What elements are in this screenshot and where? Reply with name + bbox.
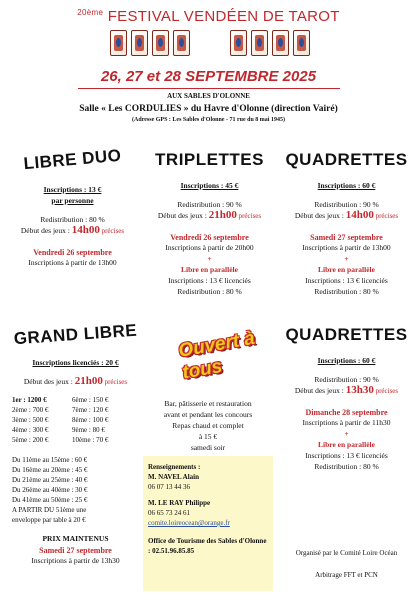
triplettes-libre-inscr: Inscriptions : 13 € licenciés bbox=[168, 276, 251, 285]
prize-row: 4ème : 300 € 9ème : 80 € bbox=[12, 426, 105, 434]
festival-title: $^{20ème}$ FESTIVAL VENDÉEN DE TAROT bbox=[77, 8, 340, 25]
triplettes-debut: Début des jeux : 21h00 précises bbox=[157, 209, 262, 221]
footer-arbitrage: Arbitrage FFT et PCN bbox=[315, 571, 378, 579]
quadrettes-sun-libre: Libre en parallèle bbox=[318, 440, 375, 449]
grand-libre-prix: PRIX MAINTENUS bbox=[42, 534, 109, 543]
quadrettes-sun-section bbox=[279, 325, 414, 472]
quadrettes-sat-libre-redis: Redistribution : 80 % bbox=[314, 287, 379, 296]
quadrettes-sun-inscriptions: Inscriptions : 60 € bbox=[317, 356, 376, 365]
contact2-name: M. LE RAY Philippe bbox=[148, 499, 211, 507]
libre-duo-section bbox=[5, 145, 140, 268]
triplettes-redistribution: Redistribution : 90 % bbox=[177, 200, 242, 209]
info-title: Renseignements : bbox=[148, 463, 201, 471]
grand-libre-prizes bbox=[8, 395, 143, 445]
quadrettes-sun-inscr-from: Inscriptions à partir de 11h30 bbox=[302, 418, 391, 427]
range-item: Du 16ème au 20ème : 45 € bbox=[12, 466, 88, 474]
libre-duo-title: LIBRE DUO bbox=[22, 145, 123, 174]
ouvert-section bbox=[143, 398, 273, 453]
libre-duo-redistribution: Redistribution : 80 % bbox=[40, 215, 105, 224]
grand-libre-inscriptions: Inscriptions licenciés : 20 € bbox=[32, 358, 119, 367]
grand-libre-envelope: enveloppe par table à 20 € bbox=[12, 516, 86, 524]
triplettes-day: Vendredi 26 septembre bbox=[170, 233, 249, 242]
cards-right-icon bbox=[230, 30, 310, 62]
grand-libre-section bbox=[8, 320, 143, 566]
range-item: Du 41ème au 50ème : 25 € bbox=[12, 496, 88, 504]
prize-row: 5ème : 200 € 10ème : 70 € bbox=[12, 436, 109, 444]
ouvert-samedi: samedi soir bbox=[190, 443, 226, 452]
triplettes-libre: Libre en parallèle bbox=[181, 265, 238, 274]
cards-left-icon bbox=[110, 30, 190, 62]
libre-duo-par-personne: par personne bbox=[51, 196, 94, 205]
ouvert-repas: Repas chaud et complet bbox=[172, 421, 244, 430]
gps-address: (Adresse GPS : Les Sables d'Olonne - 71 rue du 8 mai 1945) bbox=[132, 117, 285, 123]
grand-libre-debut: Début des jeux : 21h00 précises bbox=[23, 375, 128, 387]
range-item: Du 21ème au 25ème : 40 € bbox=[12, 476, 88, 484]
grand-libre-day: Samedi 27 septembre bbox=[39, 546, 112, 555]
info-box bbox=[143, 456, 273, 591]
contact1-name: M. NAVEL Alain bbox=[148, 473, 200, 481]
quadrettes-sat-inscriptions: Inscriptions : 60 € bbox=[317, 181, 376, 190]
triplettes-inscriptions: Inscriptions : 45 € bbox=[180, 181, 239, 190]
quadrettes-sat-debut: Début des jeux : 14h00 précises bbox=[294, 209, 399, 221]
quadrettes-sat-section bbox=[279, 150, 414, 297]
quadrettes-sat-day: Samedi 27 septembre bbox=[310, 233, 383, 242]
grand-libre-inscr-from: Inscriptions à partir de 13h30 bbox=[31, 556, 120, 565]
quadrettes-sun-debut: Début des jeux : 13h30 précises bbox=[294, 384, 399, 396]
triplettes-libre-redis: Redistribution : 80 % bbox=[177, 287, 242, 296]
festival-dates: 26, 27 et 28 SEPTEMBRE 2025 bbox=[100, 68, 317, 85]
office-tourisme: Office de Tourisme des Sables d'Olonne : 02.51.96.85.85 bbox=[148, 537, 267, 555]
quadrettes-sun-day: Dimanche 28 septembre bbox=[305, 408, 388, 417]
footer-organise: Organisé par le Comité Loire Océan bbox=[295, 549, 398, 557]
contact2-phone: 06 65 73 24 61 bbox=[148, 509, 190, 517]
quadrettes-sat-inscr-from: Inscriptions à partir de 13h00 bbox=[302, 243, 391, 252]
libre-duo-inscr-from: Inscriptions à partir de 13h00 bbox=[28, 258, 117, 267]
triplettes-title: TRIPLETTES bbox=[155, 150, 264, 169]
triplettes-section bbox=[142, 150, 277, 297]
ouvert-a-tous-stamp bbox=[176, 323, 273, 388]
triplettes-plus: + bbox=[207, 254, 212, 263]
quadrettes-sat-libre: Libre en parallèle bbox=[318, 265, 375, 274]
festival-venue: Salle « Les CORDULIES » du Havre d'Olonne (direction Vairé) bbox=[79, 104, 338, 114]
prize-row: 1er : 1200 € 6ème : 150 € bbox=[12, 396, 109, 404]
quadrettes-sun-title: QUADRETTES bbox=[285, 325, 408, 344]
prize-row: 2ème : 700 € 7ème : 120 € bbox=[12, 406, 109, 414]
range-item: Du 26ème au 40ème : 30 € bbox=[12, 486, 88, 494]
quadrettes-sun-libre-inscr: Inscriptions : 13 € licenciés bbox=[305, 451, 388, 460]
grand-libre-ranges bbox=[8, 455, 143, 525]
ouvert-a-tous-text: Ouvert à tous bbox=[176, 327, 257, 384]
festival-location: AUX SABLES D'OLONNE bbox=[167, 92, 250, 100]
grand-libre-after: A PARTIR DU 51ème une bbox=[12, 506, 87, 514]
quadrettes-sat-plus: + bbox=[344, 254, 349, 263]
triplettes-inscr-from: Inscriptions à partir de 20h00 bbox=[165, 243, 254, 252]
libre-duo-inscriptions: Inscriptions : 13 € bbox=[43, 185, 102, 194]
quadrettes-sun-plus: + bbox=[344, 429, 349, 438]
ouvert-price: à 15 € bbox=[198, 432, 218, 441]
email-link[interactable]: comite.loireocean@orange.fr bbox=[148, 519, 230, 527]
quadrettes-sun-redistribution: Redistribution : 90 % bbox=[314, 375, 379, 384]
grand-libre-title: GRAND LIBRE bbox=[13, 320, 138, 349]
range-item: Du 11ème au 15ème : 60 € bbox=[12, 456, 88, 464]
contact1-phone: 06 07 13 44 36 bbox=[148, 483, 190, 491]
quadrettes-sat-redistribution: Redistribution : 90 % bbox=[314, 200, 379, 209]
libre-duo-day: Vendredi 26 septembre bbox=[33, 248, 112, 257]
prize-row: 3ème : 500 € 8ème : 100 € bbox=[12, 416, 109, 424]
ouvert-bar2: avant et pendant les concours bbox=[163, 410, 253, 419]
ouvert-bar: Bar, pâtisserie et restauration bbox=[164, 399, 252, 408]
dates-underline bbox=[78, 88, 340, 89]
quadrettes-sat-title: QUADRETTES bbox=[285, 150, 408, 169]
libre-duo-debut: Début des jeux : 14h00 précises bbox=[20, 224, 125, 236]
quadrettes-sat-libre-inscr: Inscriptions : 13 € licenciés bbox=[305, 276, 388, 285]
title-ordinal: 20ème bbox=[77, 8, 104, 17]
quadrettes-sun-libre-redis: Redistribution : 80 % bbox=[314, 462, 379, 471]
